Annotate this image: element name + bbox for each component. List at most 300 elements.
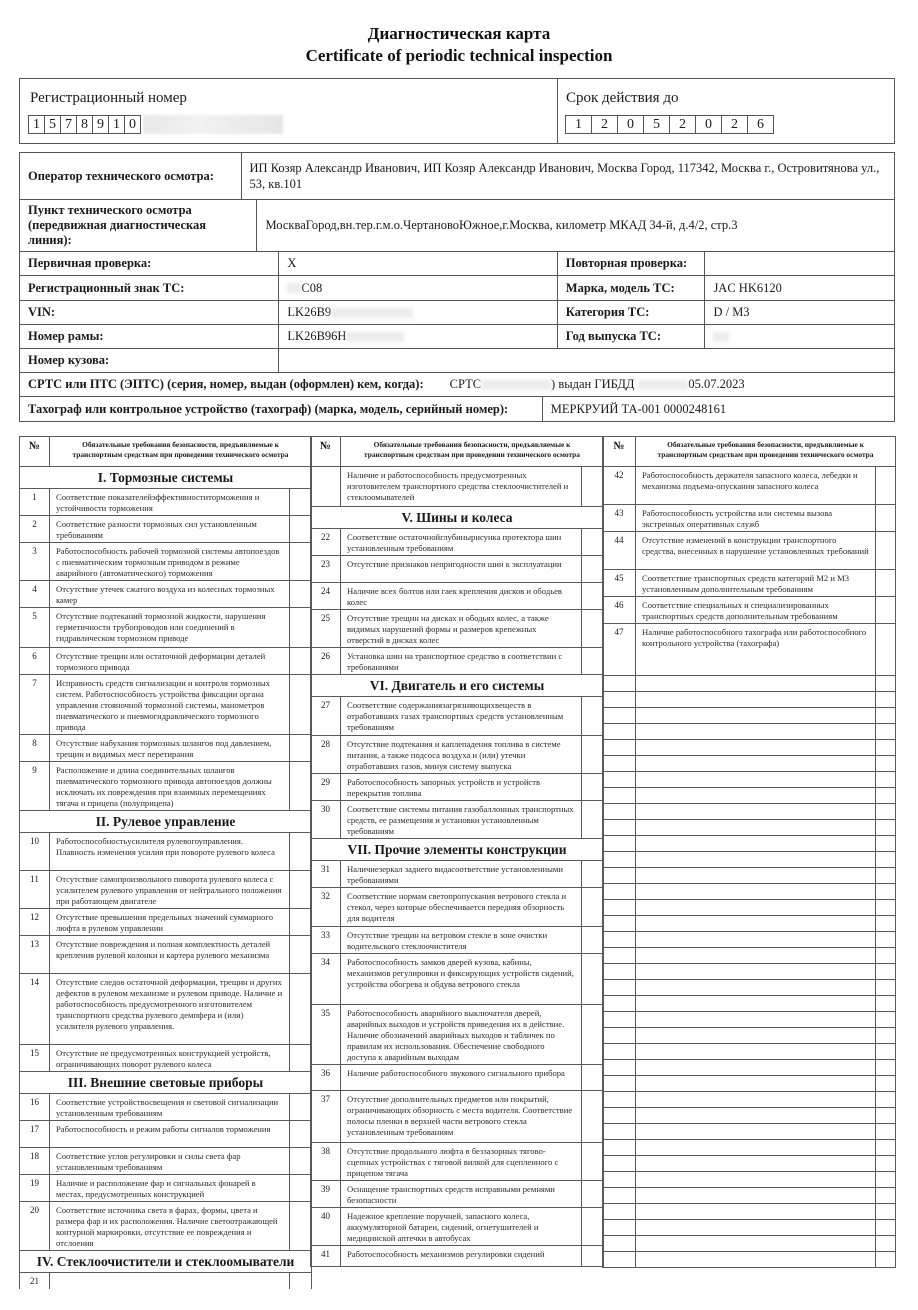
empty-table-row [603, 756, 896, 772]
empty-cell [603, 868, 636, 884]
item-number: 10 [20, 833, 50, 871]
item-text: Отсутствие продольного люфта в беззазорных тягово-сцепных устройствах с тяговой вилкой для сцепленного с прицепом тягача [341, 1143, 582, 1181]
empty-table-row [603, 948, 896, 964]
empty-cell [636, 1172, 876, 1188]
brand-label: Марка, модель ТС: [558, 276, 706, 300]
item-mark-cell[interactable] [290, 608, 312, 648]
table-row [20, 648, 312, 675]
table-row [311, 648, 604, 675]
redacted-text [287, 283, 301, 293]
item-mark-cell[interactable] [290, 1175, 312, 1202]
item-mark-cell[interactable] [290, 1045, 312, 1072]
empty-cell [603, 1204, 636, 1220]
empty-cell [636, 996, 876, 1012]
item-mark-cell[interactable] [582, 774, 604, 801]
empty-table-row [603, 1044, 896, 1060]
empty-table-row [603, 804, 896, 820]
item-mark-cell[interactable] [876, 597, 896, 624]
redacted-text [481, 380, 551, 390]
repeat-check-value [705, 252, 894, 275]
item-text: Работоспособность замков дверей кузова, кабины, механизмов регулировки и фиксирующих устройств сидений, устройства обогрева и обдува ветрового стекла [341, 954, 582, 1005]
empty-table-row [603, 980, 896, 996]
empty-table-row [603, 1188, 896, 1204]
item-mark-cell[interactable] [876, 624, 896, 676]
header-number: № [603, 437, 636, 467]
table-row [311, 529, 604, 556]
item-number: 47 [603, 624, 636, 676]
requirements-table-2 [310, 436, 604, 1267]
inspection-point-value: МоскваГород,вн.тер.г.м.о.ЧертановоЮжное,г.Москва, километр МКАД 34-й, д.4/2, стр.3 [265, 218, 738, 232]
item-mark-cell[interactable] [876, 1092, 896, 1108]
empty-cell [636, 1092, 876, 1108]
item-number: 6 [20, 648, 50, 675]
empty-cell [603, 1076, 636, 1092]
item-mark-cell[interactable] [876, 1028, 896, 1044]
frame-label: Номер рамы: [20, 325, 279, 348]
year-value [705, 325, 894, 348]
empty-cell [603, 980, 636, 996]
item-mark-cell[interactable] [290, 974, 312, 1045]
table-row [20, 909, 312, 936]
item-mark-cell[interactable] [876, 532, 896, 570]
item-mark-cell[interactable] [876, 1156, 896, 1172]
inspection-point-label [20, 200, 257, 251]
item-text: Соответствие остаточнойглубинырисунка протектора шин установленным требованиям [341, 529, 582, 556]
item-mark-cell[interactable] [876, 1044, 896, 1060]
table-row [20, 871, 312, 909]
table-row [311, 736, 604, 774]
redacted-digits [143, 115, 283, 134]
item-text: Отсутствие превышения предельных значений суммарного люфта в рулевом управлении [50, 909, 290, 936]
item-text: Отсутствие изменений в конструкции транспортного средства, внесенных в нарушение установленных требований [636, 532, 876, 570]
primary-check-label: Первичная проверка: [20, 252, 279, 275]
empty-cell [636, 948, 876, 964]
item-mark-cell[interactable] [876, 1252, 896, 1268]
empty-table-row [603, 740, 896, 756]
primary-check-row [19, 252, 895, 276]
empty-cell [636, 708, 876, 724]
section-header-brakes: I. Тормозные системы [20, 467, 312, 489]
empty-cell [636, 852, 876, 868]
empty-table-row [603, 1012, 896, 1028]
item-text: Работоспособность запорных устройств и устройств перекрытия топлива [341, 774, 582, 801]
item-number: 40 [311, 1208, 341, 1246]
empty-cell [603, 1172, 636, 1188]
item-mark-cell[interactable] [290, 871, 312, 909]
item-mark-cell[interactable] [876, 692, 896, 708]
table-row [20, 1202, 312, 1251]
empty-cell [603, 1044, 636, 1060]
empty-cell [603, 692, 636, 708]
empty-cell [636, 980, 876, 996]
empty-table-row [603, 932, 896, 948]
item-mark-cell[interactable] [876, 900, 896, 916]
item-mark-cell[interactable] [876, 724, 896, 740]
item-mark-cell[interactable] [876, 1188, 896, 1204]
operator-value: ИП Козяр Александр Иванович, ИП Козяр Александр Иванович, Москва Город, 117342, Москва г., Островитянова ул., 53, кв.101 [249, 161, 880, 191]
item-text: Исправность средств сигнализации и контроля тормозных систем. Работоспособность устройства фиксации органа управления стояночной тормозной системы, манометров пневматического и пневмогидравлического тормозного привода [50, 675, 290, 735]
header-requirements [341, 437, 604, 467]
item-number: 44 [603, 532, 636, 570]
item-mark-cell[interactable] [582, 927, 604, 954]
empty-cell [603, 1156, 636, 1172]
requirements-table-3 [602, 436, 896, 1268]
item-text: Отсутствие следов остаточной деформации, трещин и других дефектов в рулевом механизме и рулевом приводе. Наличие и работоспособность предусмотренного изготовителем транспортного средства рулевого демпфера и (или) усилителя рулевого управления. [50, 974, 290, 1045]
item-mark-cell[interactable] [876, 772, 896, 788]
table-row [311, 888, 604, 927]
item-mark-cell[interactable] [582, 1091, 604, 1143]
item-mark-cell[interactable] [876, 1060, 896, 1076]
empty-cell [636, 756, 876, 772]
item-mark-cell[interactable] [876, 932, 896, 948]
srts-value-mid: ) выдан ГИБДД [551, 377, 635, 391]
valid-until-digit: 2 [721, 115, 748, 134]
item-text: Соответствие углов регулировки и силы света фар установленным требованиям [50, 1148, 290, 1175]
item-number: 43 [603, 505, 636, 532]
inspection-point-row [19, 200, 895, 252]
item-mark-cell[interactable] [582, 467, 604, 507]
empty-table-row [603, 772, 896, 788]
item-mark-cell[interactable] [876, 756, 896, 772]
section-header-other: VII. Прочие элементы конструкции [311, 839, 604, 861]
item-text: Соответствие устройствосвещения и световой сигнализации установленным требованиям [50, 1094, 290, 1121]
item-number: 33 [311, 927, 341, 954]
item-number: 17 [20, 1121, 50, 1148]
item-mark-cell[interactable] [290, 648, 312, 675]
item-mark-cell[interactable] [582, 556, 604, 583]
item-text: Соответствие транспортных средств категорий М2 и М3 установленным дополнительным требованиям [636, 570, 876, 597]
item-mark-cell[interactable] [290, 1202, 312, 1251]
table-row [20, 608, 312, 648]
item-text: Наличие работоспособного звукового сигнального прибора [341, 1065, 582, 1091]
empty-table-row [603, 1220, 896, 1236]
item-text: Отсутствие утечек сжатого воздуха из колесных тормозных камер [50, 581, 290, 608]
item-mark-cell[interactable] [290, 489, 312, 516]
requirements-column-2 [310, 436, 604, 1267]
item-text: Надежное крепление поручней, запасного колеса, аккумуляторной батареи, сидений, огнетушителей и медицинской аптечки в автобусах [341, 1208, 582, 1246]
item-mark-cell[interactable] [876, 467, 896, 505]
table-row [311, 556, 604, 583]
item-number: 41 [311, 1246, 341, 1267]
item-mark-cell[interactable] [876, 740, 896, 756]
empty-cell [603, 1092, 636, 1108]
item-text: Работоспособность аварийного выключателя дверей, аварийных выходов и устройств приведения их в действие. Наличие обозначений аварийных выходов и табличек по правилам их использования. Обеспечение свободного доступа к аварийным выходам [341, 1005, 582, 1065]
item-number: 24 [311, 583, 341, 610]
item-mark-cell[interactable] [876, 804, 896, 820]
table-row [311, 927, 604, 954]
item-mark-cell[interactable] [876, 852, 896, 868]
item-mark-cell[interactable] [582, 648, 604, 675]
header-requirements [636, 437, 896, 467]
item-number: 8 [20, 735, 50, 762]
item-number: 29 [311, 774, 341, 801]
item-mark-cell[interactable] [876, 1076, 896, 1092]
year-label: Год выпуска ТС: [558, 325, 706, 348]
item-mark-cell[interactable] [582, 610, 604, 648]
item-text: Работоспособность и режим работы сигналов торможения [50, 1121, 290, 1148]
item-mark-cell[interactable] [582, 1246, 604, 1267]
item-mark-cell[interactable] [876, 708, 896, 724]
empty-cell [636, 1060, 876, 1076]
table-row [311, 1005, 604, 1065]
registration-digit: 7 [60, 115, 77, 134]
empty-cell [603, 916, 636, 932]
table-row [20, 1148, 312, 1175]
header-line-1: Обязательные требования безопасности, предъявляемые к [82, 440, 279, 449]
empty-cell [636, 1220, 876, 1236]
item-text: Отсутствие трещин на дисках и ободьях колес, а также видимых нарушений формы и размеров крепежных отверстий в дисках колес [341, 610, 582, 648]
item-text: Работоспособность держателя запасного колеса, лебедки и механизма подъема-опускания запасного колеса [636, 467, 876, 505]
empty-table-row [603, 1060, 896, 1076]
empty-cell [636, 772, 876, 788]
empty-cell [636, 804, 876, 820]
table-row [311, 774, 604, 801]
empty-cell [603, 1140, 636, 1156]
empty-table-row [603, 724, 896, 740]
item-mark-cell[interactable] [582, 801, 604, 839]
empty-cell [636, 676, 876, 692]
item-mark-cell[interactable] [290, 909, 312, 936]
item-mark-cell[interactable] [290, 581, 312, 608]
item-mark-cell[interactable] [582, 697, 604, 736]
empty-table-row [603, 1236, 896, 1252]
item-mark-cell[interactable] [290, 936, 312, 974]
item-mark-cell[interactable] [876, 1140, 896, 1156]
empty-cell [603, 884, 636, 900]
item-text: Наличие и расположение фар и сигнальных фонарей в местах, предусмотренных конструкцией [50, 1175, 290, 1202]
table-row [20, 1121, 312, 1148]
registration-digit: 9 [92, 115, 109, 134]
item-text: Отсутствие трещин или остаточной деформации деталей тормозного привода [50, 648, 290, 675]
empty-cell [636, 964, 876, 980]
header-line-2: транспортным средствам при проведении технического осмотра [364, 450, 580, 459]
vin-row [19, 301, 895, 325]
valid-until-label: Срок действия до [566, 90, 679, 106]
inspection-point-label-line2: (передвижная диагностическая линия): [28, 218, 207, 247]
item-mark-cell[interactable] [290, 735, 312, 762]
item-mark-cell[interactable] [876, 884, 896, 900]
document-title-en: Certificate of periodic technical inspection [305, 46, 613, 65]
item-mark-cell[interactable] [876, 1124, 896, 1140]
item-text: Соответствие системы питания газобаллонных транспортных средств, ее размещения и установки установленным требованиям [341, 801, 582, 839]
item-mark-cell[interactable] [290, 1148, 312, 1175]
item-mark-cell[interactable] [582, 861, 604, 888]
empty-cell [603, 820, 636, 836]
repeat-check-label: Повторная проверка: [558, 252, 706, 275]
empty-table-row [603, 1092, 896, 1108]
empty-table-row [603, 1124, 896, 1140]
item-number: 12 [20, 909, 50, 936]
item-text: Соответствие показателейэффективноститорможения и устойчивости торможения [50, 489, 290, 516]
table-row [20, 675, 312, 735]
operator-row [19, 152, 895, 200]
tachograph-label: Тахограф или контрольное устройство (тахограф) (марка, модель, серийный номер): [20, 397, 543, 421]
section-header-wipers: IV. Стеклоочистители и стеклоомыватели [20, 1251, 312, 1273]
requirements-table-1 [19, 436, 312, 1289]
item-mark-cell[interactable] [290, 1121, 312, 1148]
item-mark-cell[interactable] [582, 954, 604, 1005]
table-header-row [311, 437, 604, 467]
table-row [603, 505, 896, 532]
empty-cell [603, 836, 636, 852]
operator-label: Оператор технического осмотра: [20, 153, 242, 199]
frame-value-visible: LK26B96H [287, 329, 347, 343]
empty-cell [603, 740, 636, 756]
item-number: 36 [311, 1065, 341, 1091]
table-row [603, 532, 896, 570]
item-mark-cell[interactable] [876, 820, 896, 836]
vin-value-visible: LK26B9 [287, 305, 332, 319]
registration-number-section [20, 79, 558, 143]
item-mark-cell[interactable] [290, 762, 312, 811]
item-mark-cell[interactable] [582, 1143, 604, 1181]
table-row [311, 583, 604, 610]
item-mark-cell[interactable] [582, 1208, 604, 1246]
registration-number-label: Регистрационный номер [30, 90, 187, 106]
redacted-text [331, 308, 413, 318]
table-row [20, 581, 312, 608]
item-mark-cell[interactable] [582, 1065, 604, 1091]
section-header-lighting: III. Внешние световые приборы [20, 1072, 312, 1094]
item-mark-cell[interactable] [876, 868, 896, 884]
valid-until-digits [566, 115, 774, 134]
item-mark-cell[interactable] [290, 543, 312, 581]
item-mark-cell[interactable] [876, 836, 896, 852]
item-text: Отсутствие самопроизвольного поворота рулевого колеса с усилителем рулевого управления от нейтрального положения при работающем двигателе [50, 871, 290, 909]
redacted-text [638, 380, 688, 390]
item-mark-cell[interactable] [876, 1172, 896, 1188]
empty-cell [636, 1124, 876, 1140]
category-value: D / M3 [713, 305, 750, 319]
table-row [311, 861, 604, 888]
empty-cell [636, 900, 876, 916]
item-number: 20 [20, 1202, 50, 1251]
item-mark-cell[interactable] [876, 505, 896, 532]
item-mark-cell[interactable] [582, 736, 604, 774]
item-mark-cell[interactable] [582, 1005, 604, 1065]
item-mark-cell[interactable] [876, 1012, 896, 1028]
item-mark-cell[interactable] [876, 1204, 896, 1220]
empty-cell [636, 868, 876, 884]
empty-cell [603, 852, 636, 868]
empty-table-row [603, 1028, 896, 1044]
header-line-1: Обязательные требования безопасности, предъявляемые к [373, 440, 571, 449]
empty-cell [603, 1236, 636, 1252]
item-text: Наличиезеркал заднего видасоответствие установленными требованиями [341, 861, 582, 888]
item-mark-cell[interactable] [876, 788, 896, 804]
item-number: 18 [20, 1148, 50, 1175]
registration-box [19, 78, 895, 144]
registration-digit: 0 [124, 115, 141, 134]
section-header-steering: II. Рулевое управление [20, 811, 312, 833]
item-number: 34 [311, 954, 341, 1005]
frame-value [279, 325, 557, 348]
item-text: Наличие работоспособного тахографа или работоспособного контрольного устройства (тахографа) [636, 624, 876, 676]
item-number: 7 [20, 675, 50, 735]
item-text: Оснащение транспортных средств исправными ремнями безопасности [341, 1181, 582, 1208]
tachograph-value: МЕРКРУИЙ ТА-001 0000248161 [550, 401, 727, 416]
item-mark-cell[interactable] [876, 996, 896, 1012]
vin-label: VIN: [20, 301, 279, 324]
item-mark-cell[interactable] [876, 570, 896, 597]
tachograph-row [19, 397, 895, 422]
item-mark-cell[interactable] [876, 1236, 896, 1252]
valid-until-section [558, 79, 894, 143]
item-mark-cell[interactable] [876, 964, 896, 980]
item-mark-cell[interactable] [290, 516, 312, 543]
empty-cell [603, 996, 636, 1012]
table-row [603, 570, 896, 597]
empty-cell [636, 740, 876, 756]
item-mark-cell[interactable] [876, 676, 896, 692]
item-mark-cell[interactable] [582, 1181, 604, 1208]
item-mark-cell[interactable] [876, 948, 896, 964]
empty-cell [636, 1076, 876, 1092]
frame-row [19, 325, 895, 349]
table-row [311, 610, 604, 648]
item-mark-cell[interactable] [290, 1094, 312, 1121]
table-row [20, 489, 312, 516]
empty-table-row [603, 820, 896, 836]
item-mark-cell[interactable] [876, 1108, 896, 1124]
empty-table-row [603, 1156, 896, 1172]
valid-until-digit: 5 [643, 115, 670, 134]
item-mark-cell[interactable] [582, 888, 604, 927]
item-text: Отсутствие трещин на ветровом стекле в зоне очистки водительского стеклоочистителя [341, 927, 582, 954]
empty-cell [636, 1156, 876, 1172]
brand-value: JAC HK6120 [713, 280, 782, 295]
item-mark-cell[interactable] [582, 583, 604, 610]
empty-cell [603, 756, 636, 772]
empty-table-row [603, 836, 896, 852]
item-number: 1 [20, 489, 50, 516]
redacted-text [713, 332, 729, 342]
registration-digit: 1 [108, 115, 125, 134]
item-mark-cell[interactable] [290, 833, 312, 871]
item-text: Соответствие содержаниязагрязняющихвеществ в отработавших газах транспортных средств установленным требованиям [341, 697, 582, 736]
srts-label: СРТС или ПТС (ЭПТС) (серия, номер, выдан (оформлен) кем, когда): [28, 377, 424, 391]
item-mark-cell[interactable] [290, 1273, 312, 1289]
item-number: 23 [311, 556, 341, 583]
empty-cell [603, 788, 636, 804]
empty-cell [603, 676, 636, 692]
item-number: 35 [311, 1005, 341, 1065]
category-label: Категория ТС: [558, 301, 706, 324]
empty-table-row [603, 1076, 896, 1092]
document-title-ru: Диагностическая карта [367, 24, 551, 43]
item-mark-cell[interactable] [876, 1220, 896, 1236]
item-mark-cell[interactable] [290, 675, 312, 735]
item-mark-cell[interactable] [876, 980, 896, 996]
section-header-engine: VI. Двигатель и его системы [311, 675, 604, 697]
table-row [311, 1091, 604, 1143]
item-number: 11 [20, 871, 50, 909]
empty-table-row [603, 868, 896, 884]
empty-cell [603, 900, 636, 916]
item-mark-cell[interactable] [582, 529, 604, 556]
empty-cell [603, 708, 636, 724]
empty-cell [636, 884, 876, 900]
item-text: Работоспособность рабочей тормозной системы автопоездов с пневматическим тормозным приводом в режиме аварийного (автоматического) торможения [50, 543, 290, 581]
item-number: 16 [20, 1094, 50, 1121]
table-row [311, 467, 604, 507]
item-text: Соответствие специальных и специализированных транспортных средств дополнительным требованиям [636, 597, 876, 624]
empty-table-row [603, 996, 896, 1012]
empty-cell [603, 804, 636, 820]
empty-cell [603, 1060, 636, 1076]
empty-cell [636, 1028, 876, 1044]
item-mark-cell[interactable] [876, 916, 896, 932]
